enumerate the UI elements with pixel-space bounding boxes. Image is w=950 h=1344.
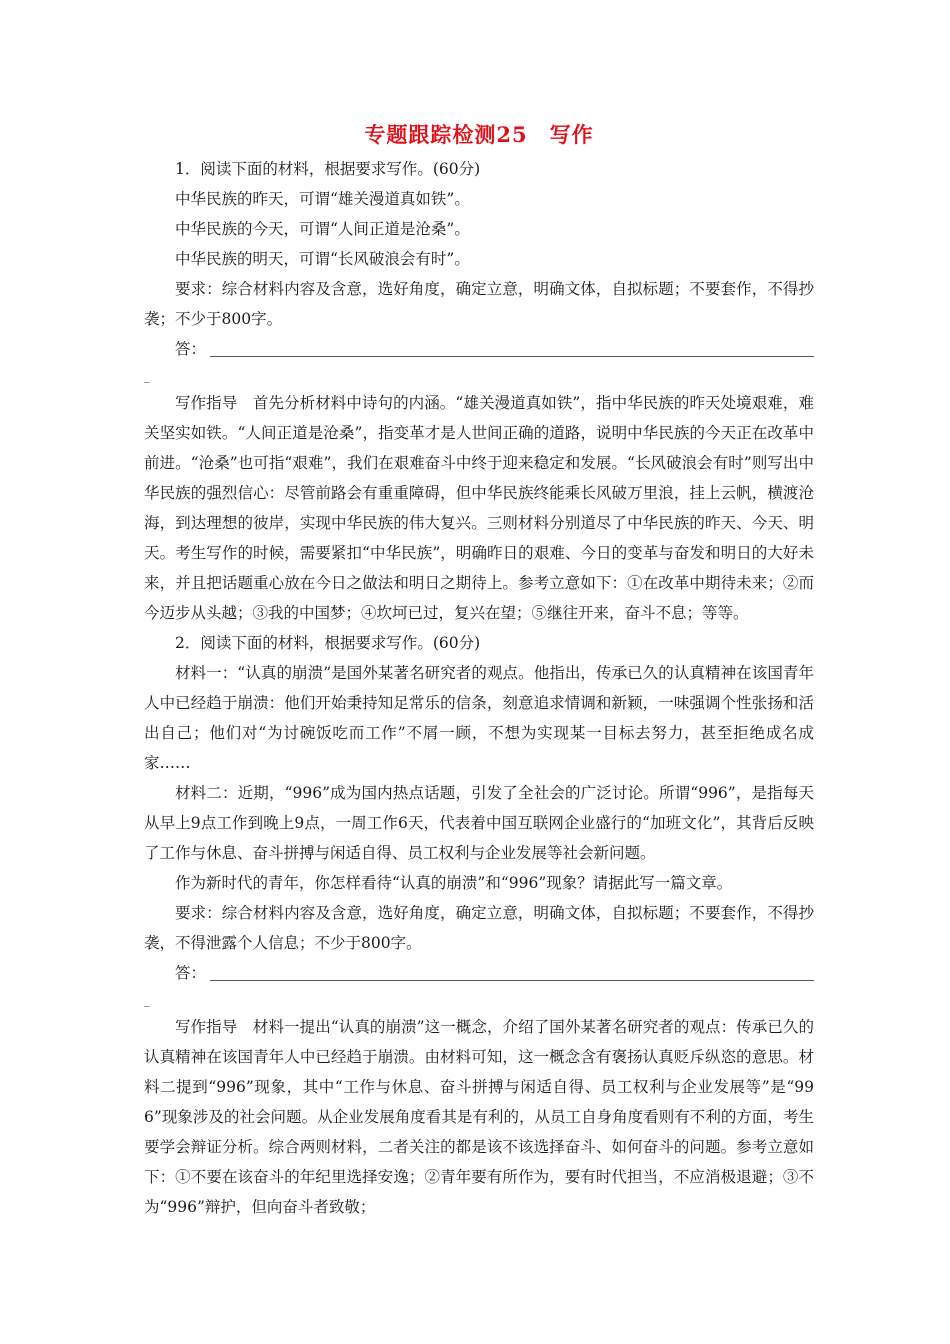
q1-answer-field	[144, 334, 814, 364]
q2-requirement: 要求：综合材料内容及含意，选好角度，确定立意，明确文体，自拟标题；不要套作，不得抄袭，不得泄露个人信息；不少于800字。	[144, 904, 814, 952]
q2-material-1: 材料一：“认真的崩溃”是国外某著名研究者的观点。他指出，传承已久的认真精神在该国青年人中已经趋于崩溃：他们开始秉持知足常乐的信条，刻意追求情调和新颖，一味强调个性张扬和活出自己；他们对“为讨碗饭吃而工作”不屑一顾，不想为实现某一目标去努力，甚至拒绝成名成家……	[144, 664, 814, 772]
q2-task: 作为新时代的青年，你怎样看待“认真的崩溃”和“996”现象？请据此写一篇文章。	[175, 874, 733, 892]
question-2	[144, 628, 814, 1222]
q1-material-line: 中华民族的今天，可谓“人间正道是沧桑”。	[175, 220, 470, 238]
q2-writing-guide: 写作指导 材料一提出“认真的崩溃”这一概念，介绍了国外某著名研究者的观点：传承已久的认真精神在该国青年人中已经趋于崩溃。由材料可知，这一概念含有褒扬认真贬斥纵恣的意思。材料二提到“996”现象，其中“工作与休息、奋斗拼搏与闲适自得、员工权利与企业发展等”是“996”现象涉及的社会问题。从企业发展角度看其是有利的，从员工自身角度看则有不利的方面，考生要学会辩证分析。综合两则材料，二者关注的都是该不该选择奋斗、如何奋斗的问题。参考立意如下：①不要在该奋斗的年纪里选择安逸；②青年要有所作为，要有时代担当，不应消极退避；③不为“996”辩护，但向奋斗者致敬；	[144, 1018, 814, 1216]
q2-answer-tail: _	[144, 993, 150, 1007]
q1-material-line: 中华民族的昨天，可谓“雄关漫道真如铁”。	[175, 190, 470, 208]
q1-answer-line	[210, 356, 814, 357]
q1-writing-guide: 写作指导 首先分析材料中诗句的内涵。“雄关漫道真如铁”，指中华民族的昨天处境艰难，难关坚实如铁。“人间正道是沧桑”，指变革才是人世间正确的道路，说明中华民族的今天正在改革中前进。“沧桑”也可指“艰难”，我们在艰难奋斗中终于迎来稳定和发展。“长风破浪会有时”则写出中华民族的强烈信心：尽管前路会有重重障碍，但中华民族终能乘长风破万里浪，挂上云帆，横渡沧海，到达理想的彼岸，实现中华民族的伟大复兴。三则材料分别道尽了中华民族的昨天、今天、明天。考生写作的时候，需要紧扣“中华民族”，明确昨日的艰难、今日的变革与奋发和明日的大好未来，并且把话题重心放在今日之做法和明日之期待上。参考立意如下：①在改革中期待未来；②而今迈步从头越；③我的中国梦；④坎坷已过，复兴在望；⑤继往开来，奋斗不息；等等。	[144, 394, 814, 622]
q1-requirement: 要求：综合材料内容及含意，选好角度，确定立意，明确文体，自拟标题；不要套作，不得抄袭；不少于800字。	[144, 280, 814, 328]
question-1	[144, 154, 814, 628]
q2-prompt: 2．阅读下面的材料，根据要求写作。(60分)	[175, 634, 481, 652]
q2-material-2: 材料二：近期，“996”成为国内热点话题，引发了全社会的广泛讨论。所谓“996”，是指每天从早上9点工作到晚上9点，一周工作6天，代表着中国互联网企业盛行的“加班文化”，其背后反映了工作与休息、奋斗拼搏与闲适自得、员工权利与企业发展等社会新问题。	[144, 784, 814, 862]
q1-prompt: 1．阅读下面的材料，根据要求写作。(60分)	[175, 160, 481, 178]
q2-answer-line	[210, 980, 814, 981]
q2-answer-label: 答：	[175, 964, 207, 982]
q1-answer-tail: _	[144, 369, 150, 383]
page-title: 专题跟踪检测25 写作	[364, 122, 594, 147]
document-page	[144, 118, 814, 1222]
q2-answer-field	[144, 958, 814, 988]
q1-answer-label: 答：	[175, 340, 207, 358]
q1-material-line: 中华民族的明天，可谓“长风破浪会有时”。	[175, 250, 470, 268]
